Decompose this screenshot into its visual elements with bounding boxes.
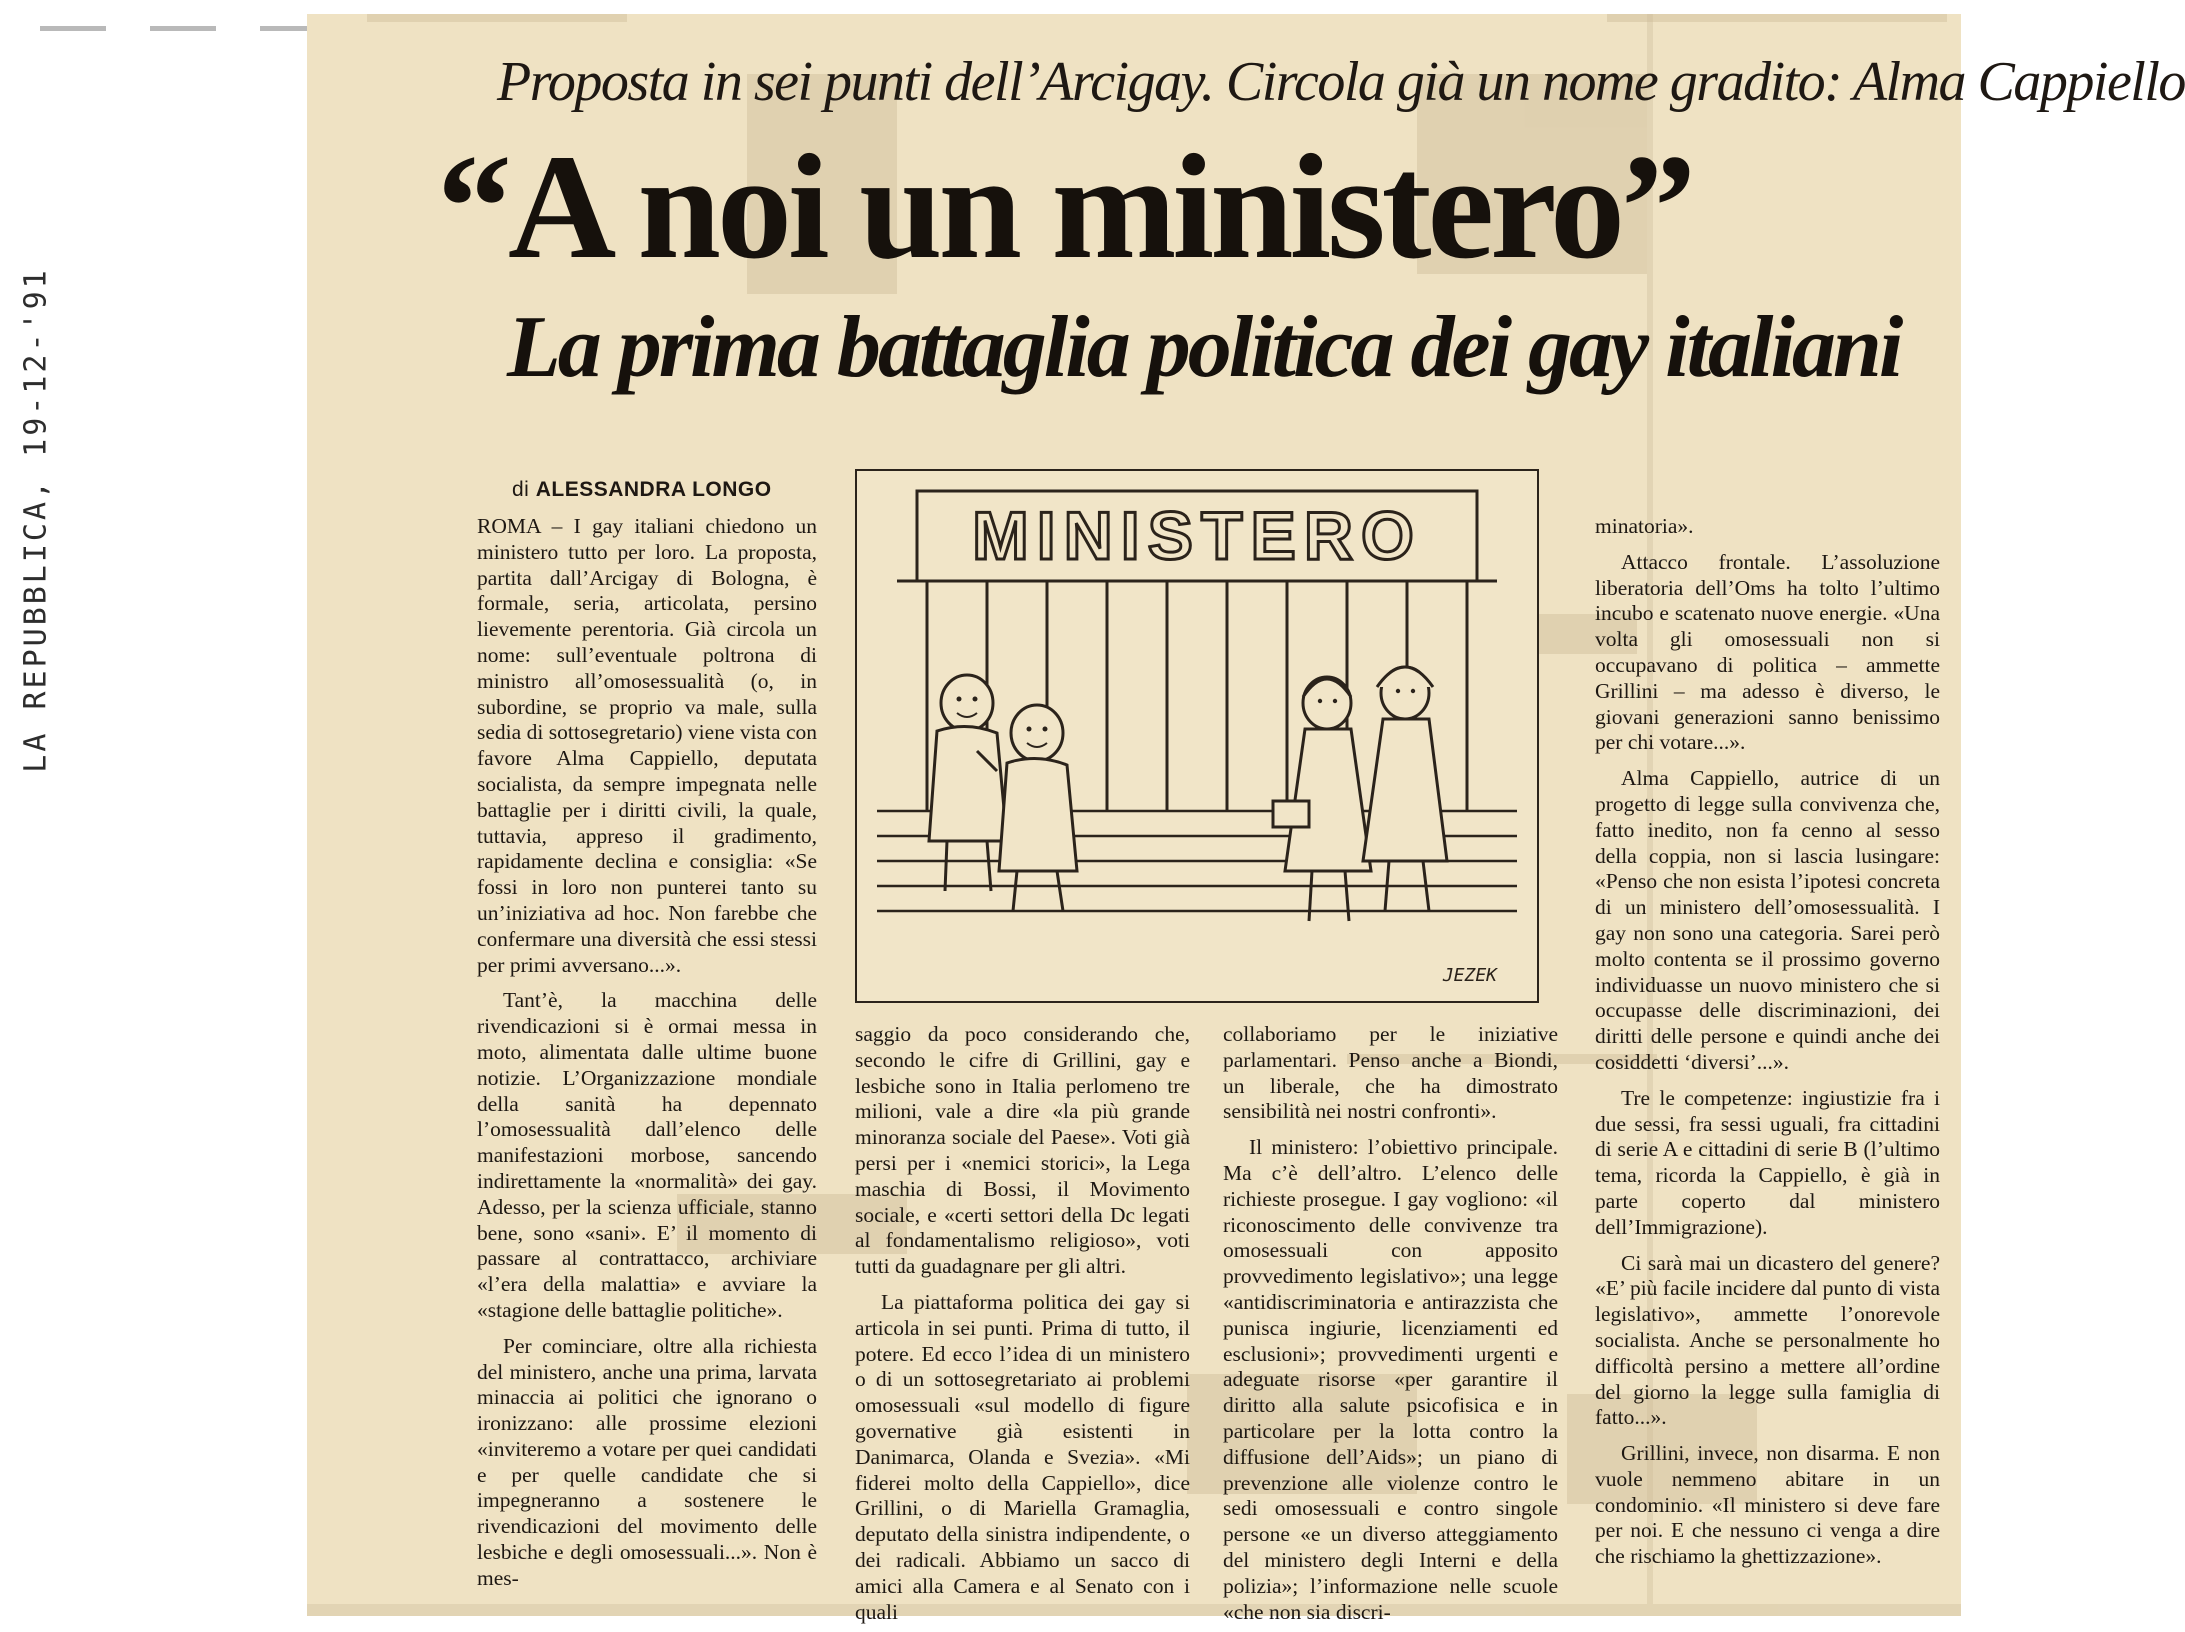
paragraph: La piattaforma politica dei gay si articola in sei punti. Prima di tutto, il potere. Ed ecco l’idea di un ministero o di un sottosegretariato ai problemi omosessuali «sul modello di figure governative già esistenti in Danimarca, Olanda e Svezia». «Mi fiderei molto della Cappiello», dice Grillini, o di Mariella Gramaglia, deputato della sinistra indipendente, o dei radicali. Abbiamo un sacco di amici alla Camera e al Senato con i quali [855, 1289, 1190, 1624]
article-byline [512, 478, 772, 502]
article-column-2 [855, 1022, 1190, 1625]
article-subheadline: La prima battaglia politica dei gay italiani [507, 299, 1901, 396]
paragraph: saggio da poco considerando che, secondo le cifre di Grillini, gay e lesbiche sono in Italia perlomeno tre milioni, vale a dire «la più grande minoranza sociale del Paese». Voti già persi per i «nemici storici», la Lega maschia di Bossi, il Movimento sociale, e «certi settori della Dc legati al fondamentalismo religioso», voti tutti da guadagnare per gli altri. [855, 1022, 1190, 1279]
margin-note-text: LA REPUBBLICA, 19-12-'91 [18, 267, 54, 773]
newspaper-clipping [307, 14, 2185, 1624]
paragraph: Tre le competenze: ingiustizie fra i due sessi, fra sessi uguali, fra cittadini di serie A e cittadini di serie B (l’ultimo tema, ricorda la Cappiello, è già in parte coperto dal ministero dell’Immigrazione). [1595, 1085, 1940, 1239]
paragraph: Ci sarà mai un dicastero del genere? «E’ più facile incidere dal punto di vista legislativo», ammette l’onorevole socialista. Anche se personalmente ho difficoltà persino a mettere all’ordine del giorno la legge sulla famiglia di fatto...». [1595, 1250, 1940, 1430]
article-kicker: Proposta in sei punti dell’Arcigay. Circola già un nome gradito: Alma Cappiello [497, 51, 2185, 113]
byline-author: ALESSANDRA LONGO [535, 478, 772, 501]
article-column-4 [1595, 514, 1940, 1570]
paragraph: minatoria». [1595, 514, 1694, 538]
paragraph: collaboriamo per le iniziative parlamentari. Penso anche a Biondi, un liberale, che ha dimostrato sensibilità nei nostri confronti». [1223, 1022, 1558, 1124]
paragraph: Il ministero: l’obiettivo principale. Ma c’è dell’altro. L’elenco delle richieste prosegue. I gay vogliono: «il riconoscimento delle convivenze tra omosessuali con apposito provvedimento legislativo»; una legge «antidiscriminatoria e antirazzista che punisca ingiurie, licenziamenti ed esclusioni»; provvedimenti urgenti e adeguate risorse «per garantire il diritto alla salute psicofisica e in particolare per la lotta contro la diffusione dell’Aids»; un piano di prevenzione alle violenze contro le sedi omosessuali e contro singole persone «e un diverso atteggiamento del ministero degli Interni e della polizia»; l’informazione nelle scuole «che non sia discri- [1223, 1135, 1558, 1624]
cartoon-drawing [857, 471, 1537, 1001]
cartoon-signature: JEZEK [1442, 965, 1497, 986]
article-headline: “A noi un ministero” [437, 124, 1692, 290]
cartoon-sign-text: MINISTERO [972, 498, 1422, 574]
paragraph: Attacco frontale. L’assoluzione liberatoria dell’Oms ha tolto l’ultimo incubo e scatenato nuove energie. «Una volta gli omosessuali non si occupavano di politica – ammette Grillini – ma adesso è diverso, le giovani generazioni sanno benissimo per chi votare...». [1595, 549, 1940, 755]
paragraph: Alma Cappiello, autrice di un progetto di legge sulla convivenza che, fatto inedito, non fa cenno al sesso della coppia, non si lascia lusingare: «Penso che non esista l’ipotesi concreta di un ministero dell’omosessualità. I gay non sono una categoria. Sarei però molto contenta se il prossimo governo individuasse un nuovo ministero che si occupasse delle discriminazioni, dei diritti delle persone e quindi anche dei cosiddetti ‘diversi’...». [1595, 766, 1940, 1074]
article-column-1 [477, 514, 817, 1592]
cartoon-illustration [855, 469, 1539, 1003]
byline-prefix: di [512, 478, 530, 501]
paragraph: Tant’è, la macchina delle rivendicazioni si è ormai messa in moto, alimentata dalle ultime buone notizie. L’Organizzazione mondiale della sanità ha depennato l’omosessualità dall’elenco delle manifestazioni morbose, sancendo indirettamente la «normalità» dei gay. Adesso, per la scienza ufficiale, stanno bene, sono «sani». E’ il momento di passare al contrattacco, archiviare «l’era della malattia» e avviare la «stagione delle battaglie politiche». [477, 988, 817, 1322]
handwritten-source-note [6, 200, 66, 840]
article-column-3 [1223, 1022, 1558, 1625]
paragraph: Per cominciare, oltre alla richiesta del ministero, anche una prima, larvata minaccia ai politici che ignorano o ironizzano: alle prossime elezioni «inviteremo a votare per quei candidati e per quelle candidate che si impegneranno a sostenere le rivendicazioni del movimento delle lesbiche e degli omosessuali...». Non è mes- [477, 1333, 817, 1590]
paragraph: ROMA – I gay italiani chiedono un ministero tutto per loro. La proposta, partita dall’Arcigay di Bologna, è formale, seria, articolata, persino lievemente perentoria. Già circola un nome: sull’eventuale poltrona di ministro all’omosessualità (o, in subordine, se proprio va male, sulla sedia di sottosegretario) viene vista con favore Alma Cappiello, deputata socialista, da sempre impegnata nelle battaglie per i diritti civili, la quale, tuttavia, appreso il gradimento, rapidamente declina e consiglia: «Se fossi in loro non punterei tanto su un’iniziativa ad hoc. Non farebbe che confermare una diversità che essi stessi per primi avversano...». [477, 514, 817, 977]
paragraph: Grillini, invece, non disarma. E non vuole nemmeno abitare in un condominio. «Il ministero si deve fare per noi. E che nessuno ci venga a dire che rischiamo la ghettizzazione». [1595, 1441, 1940, 1569]
